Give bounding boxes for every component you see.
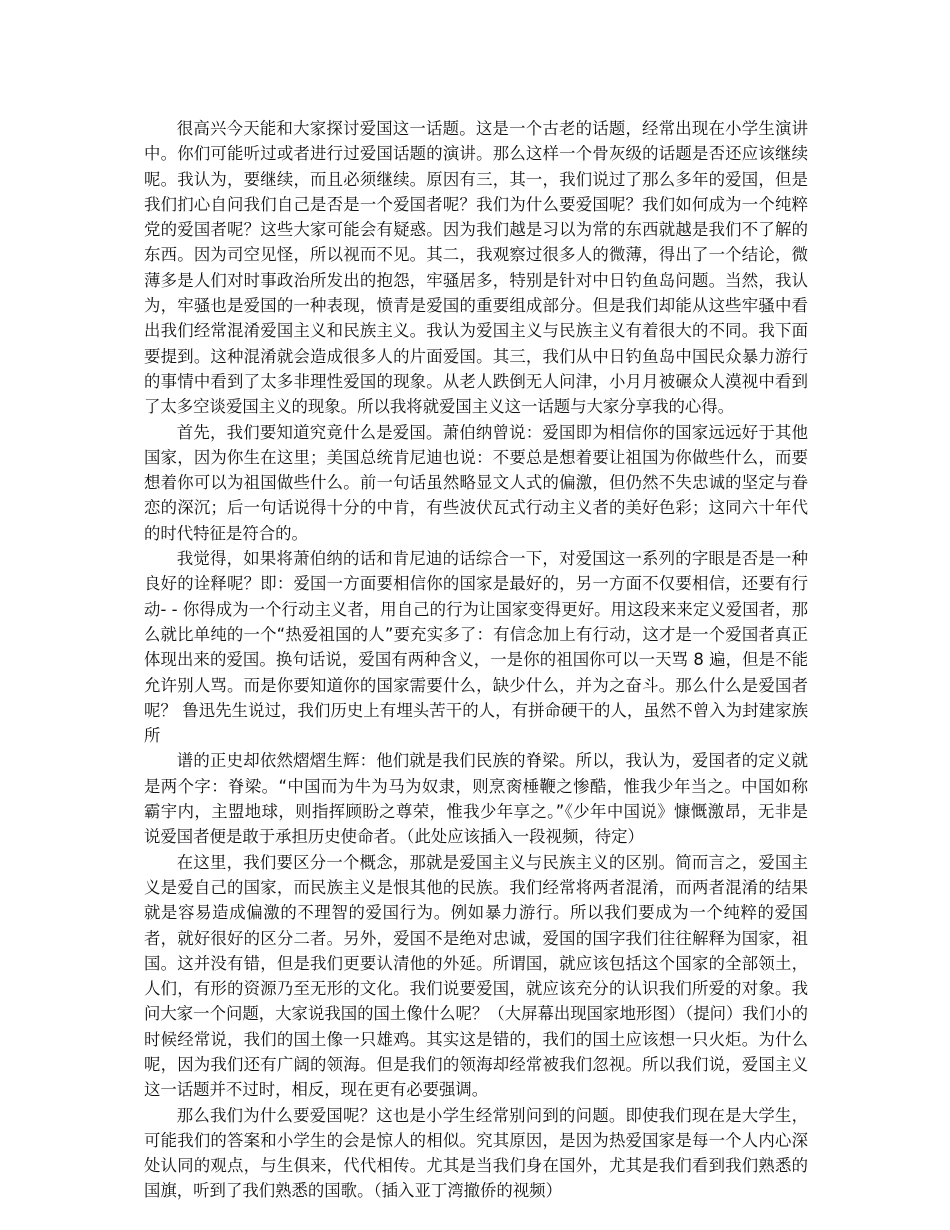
paragraph-synthesis: 我觉得，如果将萧伯纳的话和肯尼迪的话综合一下，对爱国这一系列的字眼是否是一种良好的诠释呢？即：爱国一方面要相信你的国家是最好的，另一方面不仅要相信，还要有行动- - 你得成为一个行动主义者，用自己的行为让国家变得更好。用这段来来定义爱国者，那么就比单纯的一个“热爱祖国的人”要充实多了：有信念加上有行动，这才是一个爱国者真正体现出来的爱国。换句话说，爱国有两种含义，一是你的祖国你可以一天骂 8 遍，但是不能允许别人骂。而是你要知道你的国家需要什么，缺少什么，并为之奋斗。那么什么是爱国者呢？ 鲁迅先生说过，我们历史上有埋头苦干的人，有拼命硬干的人，虽然不曾入为封建家族所 [144,549,808,746]
paragraph-backbone: 谱的正史却依然熠熠生辉：他们就是我们民族的脊梁。所以，我认为，爱国者的定义就是两个字：脊梁。“中国而为牛为马为奴隶，则烹脔棰鞭之惨酷，惟我少年当之。中国如称霸宇内，主盟地球，则指挥顾盼之尊荣，惟我少年享之。”《少年中国说》慷慨激昂，无非是说爱国者便是敢于承担历史使命者。（此处应该插入一段视频，待定） [144,751,808,847]
paragraph-definition: 首先，我们要知道究竟什么是爱国。萧伯纳曾说：爱国即为相信你的国家远远好于其他国家，因为你生在这里；美国总统肯尼迪也说：不要总是想着要让祖国为你做些什么，而要想着你可以为祖国做些什么。前一句话虽然略显文人式的偏激，但仍然不失忠诚的坚定与眷恋的深沉；后一句话说得十分的中肯，有些波伏瓦式行动主义者的美好色彩；这同六十年代的时代特征是符合的。 [144,422,808,543]
paragraph-intro: 很高兴今天能和大家探讨爱国这一话题。这是一个古老的话题，经常出现在小学生演讲中。你们可能听过或者进行过爱国话题的演讲。那么这样一个骨灰级的话题是否还应该继续呢。我认为，要继续，而且必须继续。原因有三，其一，我们说过了那么多年的爱国，但是我们扪心自问我们自己是否是一个爱国者呢？我们为什么要爱国呢？我们如何成为一个纯粹党的爱国者呢？这些大家可能会有疑惑。因为我们越是习以为常的东西就越是我们不了解的东西。因为司空见怪，所以视而不见。其二，我观察过很多人的微薄，得出了一个结论，微薄多是人们对时事政治所发出的抱怨，牢骚居多，特别是针对中日钓鱼岛问题。当然，我认为，牢骚也是爱国的一种表现，愤青是爱国的重要组成部分。但是我们却能从这些牢骚中看出我们经常混淆爱国主义和民族主义。我认为爱国主义与民族主义有着很大的不同。我下面要提到。这种混淆就会造成很多人的片面爱国。其三，我们从中日钓鱼岛中国民众暴力游行的事情中看到了太多非理性爱国的现象。从老人跌倒无人问津，小月月被碾众人漠视中看到了太多空谈爱国主义的现象。所以我将就爱国主义这一话题与大家分享我的心得。 [144,119,808,417]
document-page [144,116,808,1204]
paragraph-why-love: 那么我们为什么要爱国呢？这也是小学生经常别问到的问题。即使我们现在是大学生，可能我们的答案和小学生的会是惊人的相似。究其原因，是因为热爱国家是每一个人内心深处认同的观点，与生俱来，代代相传。尤其是当我们身在国外，尤其是我们看到我们熟悉的国旗，听到了我们熟悉的国歌。（插入亚丁湾撤侨的视频） [144,1105,808,1201]
paragraph-distinction: 在这里，我们要区分一个概念，那就是爱国主义与民族主义的区别。简而言之，爱国主义是爱自己的国家，而民族主义是恨其他的民族。我们经常将两者混淆，而两者混淆的结果就是容易造成偏激的不理智的爱国行为。例如暴力游行。所以我们要成为一个纯粹的爱国者，就好很好的区分二者。另外，爱国不是绝对忠诚，爱国的国字我们往往解释为国家，祖国。这并没有错，但是我们更要认清他的外延。所谓国，就应该包括这个国家的全部领土，人们，有形的资源乃至无形的文化。我们说要爱国，就应该充分的认识我们所爱的对象。我问大家一个问题，大家说我国的国土像什么呢？（大屏幕出现国家地形图）（提问）我们小的时候经常说，我们的国土像一只雄鸡。其实这是错的，我们的国土应该想一只火炬。为什么呢，因为我们还有广阔的领海。但是我们的领海却经常被我们忽视。所以我们说，爱国主义这一话题并不过时，相反，现在更有必要强调。 [144,852,808,1100]
